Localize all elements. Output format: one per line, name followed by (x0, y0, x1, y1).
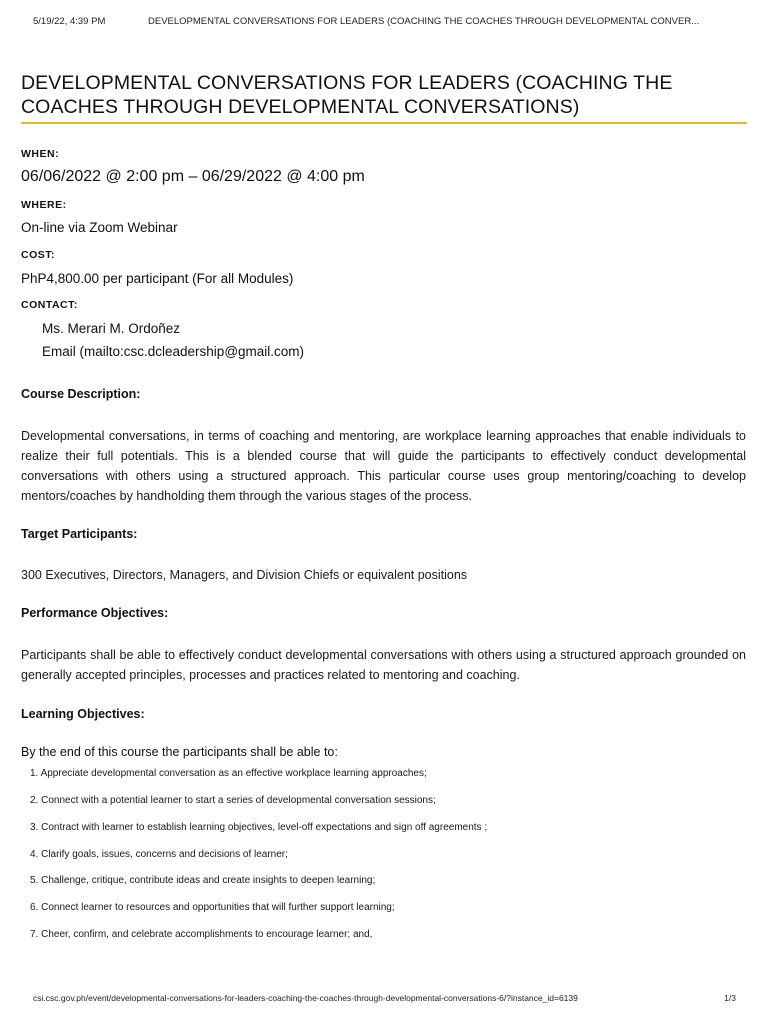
where-value: On-line via Zoom Webinar (21, 220, 178, 235)
cost-label: COST: (21, 249, 55, 261)
when-value: 06/06/2022 @ 2:00 pm – 06/29/2022 @ 4:00 pm (21, 168, 365, 185)
footer-url: csi.csc.gov.ph/event/developmental-conversations-for-leaders-coaching-the-coaches-through-developmental-conversations-6/?instance_id=6139 (33, 993, 578, 1003)
course-description-text: Developmental conversations, in terms of coaching and mentoring, are workplace learning approaches that enable individuals to realize their full potentials. This is a blended course that will guide the participants to effectively conduct developmental conversations with others using a structured approach. This particular course uses group mentoring/coaching to develop mentors/coaches by handholding them through the various stages of the process. (21, 429, 746, 503)
course-description-heading: Course Description: (21, 387, 141, 401)
list-item: 7. Cheer, confirm, and celebrate accomplishments to encourage learner; and, (30, 929, 373, 940)
when-label: WHEN: (21, 148, 60, 160)
list-item: 4. Clarify goals, issues, concerns and decisions of learner; (30, 849, 288, 860)
list-item: 2. Connect with a potential learner to start a series of developmental conversation sessions; (30, 795, 436, 806)
target-participants-text: 300 Executives, Directors, Managers, and Division Chiefs or equivalent positions (21, 568, 468, 582)
list-item: 6. Connect learner to resources and opportunities that will further support learning; (30, 902, 395, 913)
target-participants-heading: Target Participants: (21, 527, 138, 541)
performance-objectives-heading: Performance Objectives: (21, 606, 169, 620)
list-item: 5. Challenge, critique, contribute ideas and create insights to deepen learning; (30, 875, 376, 886)
contact-name: Ms. Merari M. Ordoñez (42, 321, 181, 336)
learning-objectives-intro: By the end of this course the participants shall be able to: (21, 745, 338, 759)
print-timestamp: 5/19/22, 4:39 PM (33, 16, 106, 27)
contact-email-link[interactable]: Email (mailto:csc.dcleadership@gmail.com) (42, 344, 305, 359)
cost-value: PhP4,800.00 per participant (For all Modules) (21, 271, 294, 286)
print-header-title: DEVELOPMENTAL CONVERSATIONS FOR LEADERS (COACHING THE COACHES THROUGH DEVELOPMENTAL CONVER... (148, 16, 700, 27)
list-item: 3. Contract with learner to establish learning objectives, level-off expectations and sign off agreements ; (30, 822, 488, 833)
learning-objectives-heading: Learning Objectives: (21, 707, 145, 721)
where-label: WHERE: (21, 199, 67, 211)
list-item: 1. Appreciate developmental conversation as an effective workplace learning approaches; (30, 768, 427, 779)
print-footer (33, 993, 736, 1003)
title-underline (21, 122, 747, 124)
performance-objectives-text: Participants shall be able to effectively conduct developmental conversations with others using a structured approach grounded on generally accepted principles, processes and practices related to mentoring and coaching. (21, 648, 746, 682)
page-number: 1/3 (724, 993, 736, 1003)
print-header (33, 16, 748, 27)
event-title: DEVELOPMENTAL CONVERSATIONS FOR LEADERS (COACHING THE COACHES THROUGH DEVELOPMENTAL CONVERSATIONS) (21, 72, 673, 118)
contact-label: CONTACT: (21, 299, 78, 311)
